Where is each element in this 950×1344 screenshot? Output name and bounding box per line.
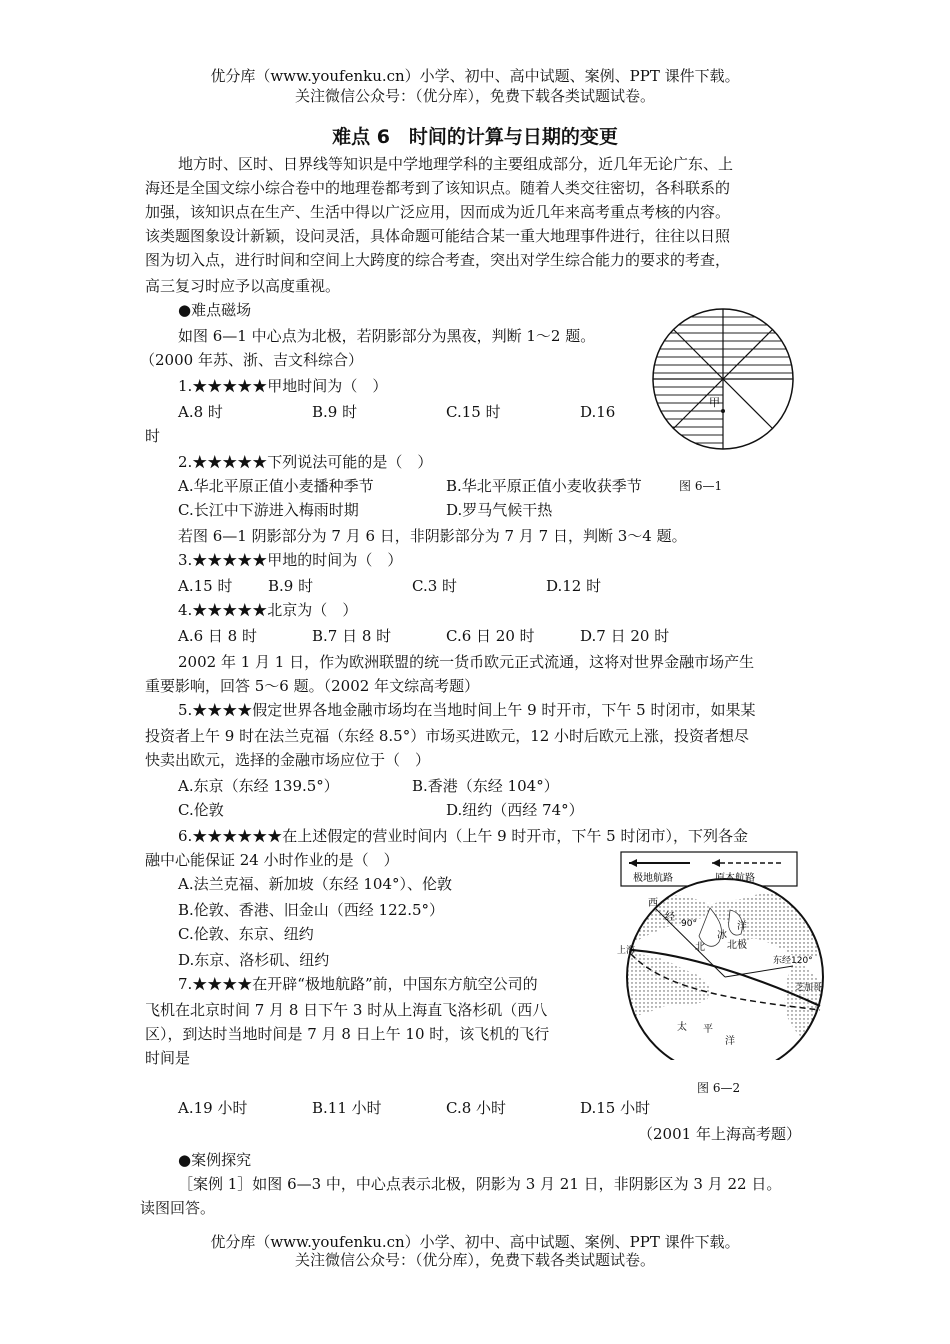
- section-heading: ●案例探究: [178, 1151, 252, 1169]
- label-shanghai: 上海: [617, 946, 636, 956]
- q3-option-b[interactable]: B.9 时: [268, 577, 314, 595]
- q3-option-d[interactable]: D.12 时: [546, 577, 602, 595]
- question-3-stem: 3.★★★★★甲地的时间为（ ）: [178, 551, 403, 569]
- q4-option-a[interactable]: A.6 日 8 时: [178, 627, 257, 645]
- intro-line: 地方时、区时、日界线等知识是中学地理学科的主要组成部分，近几年无论广东、上: [178, 155, 734, 173]
- q6-option-a[interactable]: A.法兰克福、新加坡（东经 104°）、伦敦: [178, 875, 453, 893]
- header-line-2: 关注微信公众号：（优分库），免费下载各类试题试卷。: [294, 87, 655, 105]
- question-1-stem: 1.★★★★★甲地时间为（ ）: [178, 377, 388, 395]
- intro-line: 海还是全国文综小综合卷中的地理卷都考到了该知识点。随着人类交往密切，各科联系的: [145, 179, 731, 197]
- q4-option-b[interactable]: B.7 日 8 时: [312, 627, 392, 645]
- q1-option-d[interactable]: D.16: [580, 403, 616, 421]
- q2-option-d[interactable]: D.罗马气候干热: [446, 501, 553, 519]
- q5-option-b[interactable]: B.香港（东经 104°）: [412, 777, 559, 795]
- q6-option-d[interactable]: D.东京、洛杉矶、纽约: [178, 951, 330, 969]
- label-yang-2: 洋: [725, 1036, 735, 1047]
- question-intro: 2002 年 1 月 1 日，作为欧洲联盟的统一货币欧元正式流通，这将对世界金融市场产生: [178, 653, 755, 671]
- figure-6-2-polar-route-map: [615, 850, 833, 1060]
- q4-option-d[interactable]: D.7 日 20 时: [580, 627, 670, 645]
- question-5-stem: 投资者上午 9 时在法兰克福（东经 8.5°）市场买进欧元，12 小时后欧元上涨，投资者想尽: [145, 727, 750, 745]
- q6-option-b[interactable]: B.伦敦、香港、旧金山（西经 122.5°）: [178, 901, 445, 919]
- q2-option-a[interactable]: A.华北平原正值小麦播种季节: [178, 477, 374, 495]
- label-90-degrees: 90°: [681, 919, 697, 929]
- label-bei: 北: [695, 942, 705, 953]
- q1-option-d-wrap: 时: [145, 427, 161, 445]
- footer-line-2: 关注微信公众号：（优分库），免费下载各类试题试卷。: [294, 1251, 655, 1269]
- question-5-stem: 5.★★★★假定世界各地金融市场均在当地时间上午 9 时开市，下午 5 时闭市，如果某: [178, 701, 756, 719]
- q7-option-d[interactable]: D.15 小时: [580, 1099, 651, 1117]
- label-jing: 经: [665, 912, 675, 923]
- legend-original-route: 原本航路: [715, 873, 755, 884]
- figure-6-2-caption: 图 6—2: [697, 1081, 741, 1095]
- question-7-source: （2001 年上海高考题）: [638, 1125, 801, 1143]
- q2-option-c[interactable]: C.长江中下游进入梅雨时期: [178, 501, 359, 519]
- question-intro: 如图 6—1 中心点为北极，若阴影部分为黑夜，判断 1～2 题。: [178, 327, 596, 345]
- question-7-stem: 飞机在北京时间 7 月 8 日下午 3 时从上海直飞洛杉矶（西八: [145, 1001, 548, 1019]
- question-2-stem: 2.★★★★★下列说法可能的是（ ）: [178, 453, 433, 471]
- q7-option-c[interactable]: C.8 小时: [446, 1099, 507, 1117]
- point-jia-label: 甲: [709, 396, 720, 409]
- label-yang-1: 洋: [737, 921, 747, 932]
- label-east-120: 东经120°: [773, 956, 813, 966]
- section-heading: ●难点磁场: [178, 301, 252, 319]
- q3-option-a[interactable]: A.15 时: [178, 577, 233, 595]
- q5-option-d[interactable]: D.纽约（西经 74°）: [446, 801, 584, 819]
- question-7-stem: 区），到达时当地时间是 7 月 8 日上午 10 时，该飞机的飞行: [145, 1025, 550, 1043]
- question-4-stem: 4.★★★★★北京为（ ）: [178, 601, 358, 619]
- label-north-pole: 北极: [727, 940, 747, 951]
- case-1-text: ［案例 1］如图 6—3 中，中心点表示北极，阴影为 3 月 21 日，非阴影区为 3 月 22 日。: [178, 1175, 782, 1193]
- case-1-text: 读图回答。: [140, 1199, 216, 1217]
- question-6-stem: 6.★★★★★★在上述假定的营业时间内（上午 9 时开市，下午 5 时闭市），下列各金: [178, 827, 748, 845]
- question-6-stem: 融中心能保证 24 小时作业的是（ ）: [145, 851, 399, 869]
- q5-option-c[interactable]: C.伦敦: [178, 801, 224, 819]
- page-title: 难点 6 时间的计算与日期的变更: [332, 126, 618, 148]
- q1-option-c[interactable]: C.15 时: [446, 403, 501, 421]
- label-ping: 平: [703, 1024, 713, 1035]
- label-tai: 太: [677, 1022, 687, 1033]
- intro-line: 加强，该知识点在生产、生活中得以广泛应用，因而成为近几年来高考重点考核的内容。: [145, 203, 731, 221]
- q6-option-c[interactable]: C.伦敦、东京、纽约: [178, 925, 314, 943]
- intro-line: 高三复习时应予以高度重视。: [145, 277, 341, 295]
- question-source: （2000 年苏、浙、吉文科综合）: [140, 351, 363, 369]
- label-west: 西: [648, 898, 658, 909]
- figure-6-1-polar-diagram: [650, 304, 800, 454]
- q1-option-b[interactable]: B.9 时: [312, 403, 358, 421]
- question-7-stem: 7.★★★★在开辟“极地航路”前，中国东方航空公司的: [178, 975, 538, 993]
- q7-option-a[interactable]: A.19 小时: [178, 1099, 248, 1117]
- intro-line: 该类题图象设计新颖，设问灵活，具体命题可能结合某一重大地理事件进行，往往以日照: [145, 227, 731, 245]
- question-intro: 若图 6—1 阴影部分为 7 月 6 日，非阴影部分为 7 月 7 日，判断 3～4 题。: [178, 527, 687, 545]
- question-5-stem: 快卖出欧元，选择的金融市场应位于（ ）: [145, 751, 431, 769]
- q2-option-b[interactable]: B.华北平原正值小麦收获季节: [446, 477, 642, 495]
- night-hatching: [650, 309, 800, 379]
- label-chicago: 芝加哥: [795, 983, 823, 993]
- header-line-1: 优分库（www.youfenku.cn）小学、初中、高中试题、案例、PPT 课件下载。: [210, 67, 740, 85]
- label-bing: 冰: [717, 930, 727, 941]
- q5-option-a[interactable]: A.东京（东经 139.5°）: [178, 777, 339, 795]
- footer-line-1: 优分库（www.youfenku.cn）小学、初中、高中试题、案例、PPT 课件下载。: [210, 1233, 740, 1251]
- intro-line: 图为切入点，进行时间和空间上大跨度的综合考查，突出对学生综合能力的要求的考查，: [145, 251, 731, 269]
- q1-option-a[interactable]: A.8 时: [178, 403, 223, 421]
- question-intro: 重要影响，回答 5～6 题。（2002 年文综高考题）: [145, 677, 480, 695]
- q3-option-c[interactable]: C.3 时: [412, 577, 458, 595]
- q4-option-c[interactable]: C.6 日 20 时: [446, 627, 535, 645]
- question-7-stem: 时间是: [145, 1049, 191, 1067]
- legend-polar-route: 极地航路: [633, 873, 673, 884]
- q7-option-b[interactable]: B.11 小时: [312, 1099, 382, 1117]
- figure-6-1-caption: 图 6—1: [679, 479, 723, 493]
